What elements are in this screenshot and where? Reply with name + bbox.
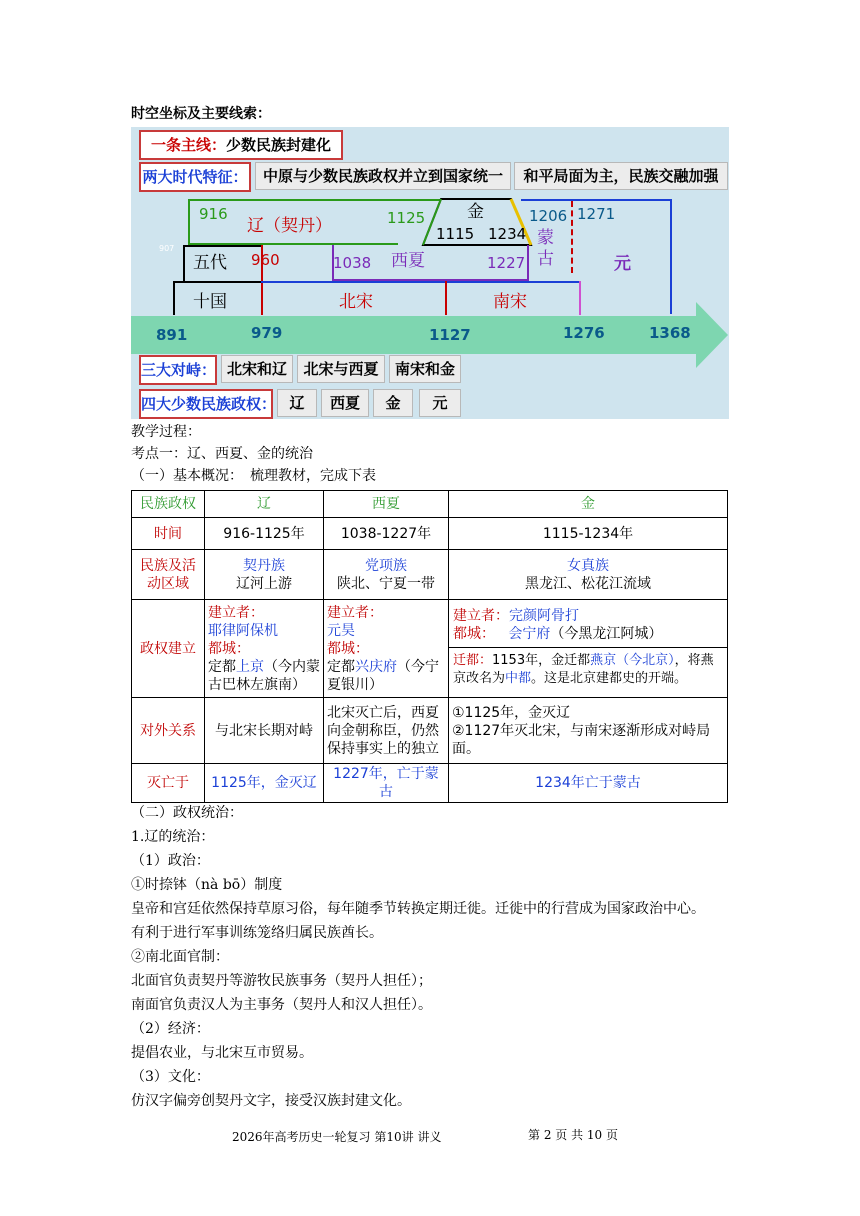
table-cell: 916-1125年 (205, 518, 324, 550)
body-line: 北面官负责契丹等游牧民族事务（契丹人担任）； (131, 973, 432, 989)
confrontation-3: 南宋和金 (389, 355, 461, 383)
year-907: 907 (159, 244, 175, 253)
move-text: ，将燕京改名为 (453, 652, 714, 686)
process-title: 教学过程： (131, 424, 201, 440)
body-line: ①时捺钵（nà bō）制度 (131, 877, 283, 893)
ethnic-area: 辽河上游 (236, 575, 292, 592)
founder-name: 耶律阿保机 (208, 622, 278, 639)
body-line: 有利于进行军事训练笼络归属民族酋长。 (131, 925, 383, 941)
table-cell (449, 698, 728, 764)
capital-label: 都城： (208, 640, 250, 657)
period-yuan: 元 (614, 254, 631, 274)
capital-location: （今内蒙古巴林左旗南） (208, 658, 320, 693)
move-text: 。这是北京建都史的开端。 (531, 670, 688, 686)
section-title: 时空坐标及主要线索： (131, 106, 271, 122)
capital-label: 都城： (453, 625, 495, 642)
jin-capital-move (449, 648, 727, 692)
jin-founding (449, 606, 727, 648)
row-label: 对外关系 (132, 698, 205, 764)
table-cell: 1115-1234年 (449, 518, 728, 550)
body-line: （1）政治： (131, 853, 210, 869)
body-line: 1.辽的统治： (131, 829, 215, 845)
table-cell (324, 550, 449, 600)
founder-name: 完颜阿骨打 (509, 607, 579, 624)
period-shiguo: 十国 (193, 292, 227, 312)
ethnic-area: 陕北、宁夏一带 (337, 575, 435, 592)
regime-4: 元 (419, 389, 461, 417)
era-feature-2: 和平局面为主，民族交融加强 (514, 162, 728, 190)
year-979: 979 (251, 324, 283, 342)
ethnic-name: 女真族 (567, 557, 609, 574)
ethnic-name: 党项族 (365, 557, 407, 574)
capital-location: （今宁夏银川） (327, 658, 439, 693)
capital-label: 都城： (327, 640, 369, 657)
capital-location: （今黑龙江阿城） (550, 625, 663, 642)
body-line: 仿汉字偏旁创契丹文字，接受汉族封建文化。 (131, 1093, 411, 1109)
table-cell: 1234年亡于蒙古 (449, 764, 728, 803)
year-1234: 1234 (488, 225, 527, 243)
regime-table (131, 490, 728, 803)
regime-2: 西夏 (321, 389, 369, 417)
regime-1: 辽 (277, 389, 317, 417)
move-text: 中都 (505, 670, 532, 686)
table-row (132, 600, 728, 698)
capital-name: 会宁府 (508, 625, 551, 642)
confrontations-label: 三大对峙： (139, 355, 217, 385)
period-mongol: 蒙古 (537, 228, 554, 269)
body-line: 提倡农业，与北宋互市贸易。 (131, 1045, 313, 1061)
year-1276: 1276 (563, 324, 605, 342)
body-line: 皇帝和宫廷依然保持草原习俗，每年随季节转换定期迁徙。迁徙中的行营成为国家政治中心。 (131, 901, 705, 917)
body-line: 南面官负责汉人为主事务（契丹人和汉人担任）。 (131, 997, 432, 1013)
subsection-basic: （一）基本概况： 梳理教材，完成下表 (131, 468, 376, 484)
founder-label: 建立者： (453, 607, 509, 624)
ethnic-area: 黑龙江、松花江流域 (525, 575, 651, 592)
era-feature-1: 中原与少数民族政权并立到国家统一 (255, 162, 511, 190)
main-line-value: 少数民族封建化 (226, 136, 332, 154)
period-jin: 金 (467, 202, 484, 222)
table-cell: 1125年，金灭辽 (205, 764, 324, 803)
capital-prefix: 定都 (327, 658, 355, 675)
table-cell (205, 550, 324, 600)
period-xixia: 西夏 (391, 251, 425, 271)
body-line: ②南北面官制： (131, 949, 229, 965)
year-1125: 1125 (387, 209, 426, 227)
period-liao: 辽（契丹） (247, 216, 332, 236)
main-line-label: 一条主线： (150, 136, 226, 154)
year-1368: 1368 (649, 324, 691, 342)
row-label: 民族及活动区域 (132, 550, 205, 600)
table-row (132, 550, 728, 600)
year-1115: 1115 (436, 225, 475, 243)
period-nansong: 南宋 (493, 292, 527, 312)
regimes-label: 四大少数民族政权： (139, 389, 273, 419)
row-label: 政权建立 (132, 600, 205, 698)
timeline-figure (131, 127, 729, 419)
year-1271: 1271 (577, 205, 616, 223)
move-text: 1153年，金迁都 (492, 652, 591, 668)
confrontation-1: 北宋和辽 (221, 355, 293, 383)
period-beisong: 北宋 (339, 292, 373, 312)
period-wudai: 五代 (193, 253, 227, 273)
move-text: 燕京（今北京） (590, 652, 675, 668)
subsection-rule: （二）政权统治： (131, 805, 243, 821)
relation-item: ①1125年，金灭辽 (452, 704, 571, 721)
table-row (132, 518, 728, 550)
body-line: （3）文化： (131, 1069, 210, 1085)
table-cell (449, 600, 728, 698)
table-cell: 1227年，亡于蒙古 (324, 764, 449, 803)
founder-label: 建立者： (208, 604, 264, 621)
table-header-cell: 西夏 (324, 491, 449, 518)
table-row (132, 698, 728, 764)
move-label: 迁都： (453, 652, 493, 668)
year-1227: 1227 (487, 254, 526, 272)
body-line: （2）经济： (131, 1021, 210, 1037)
table-header-row (132, 491, 728, 518)
table-header-cell: 金 (449, 491, 728, 518)
year-960: 960 (251, 251, 280, 269)
year-916: 916 (199, 205, 228, 223)
confrontation-2: 北宋与西夏 (297, 355, 385, 383)
relation-item: ②1127年灭北宋，与南宋逐渐形成对峙局面。 (452, 722, 711, 757)
era-features-label: 两大时代特征： (139, 162, 251, 192)
year-1127: 1127 (429, 326, 471, 344)
capital-name: 上京 (236, 658, 264, 675)
regime-3: 金 (373, 389, 413, 417)
year-891: 891 (156, 326, 188, 344)
main-line-box (139, 130, 343, 160)
footer-title: 2026年高考历史一轮复习 第10讲 讲义 (232, 1130, 442, 1144)
table-row (132, 764, 728, 803)
topic-1: 考点一：辽、西夏、金的统治 (131, 446, 313, 462)
table-cell: 与北宋长期对峙 (205, 698, 324, 764)
capital-prefix: 定都 (208, 658, 236, 675)
year-1206: 1206 (529, 207, 568, 225)
table-cell: 北宋灭亡后，西夏向金朝称臣，仍然保持事实上的独立 (324, 698, 449, 764)
founder-name: 元昊 (327, 622, 355, 639)
year-1038: 1038 (333, 254, 372, 272)
table-cell: 1038-1227年 (324, 518, 449, 550)
ethnic-name: 契丹族 (243, 557, 285, 574)
table-header-cell: 辽 (205, 491, 324, 518)
table-cell (324, 600, 449, 698)
table-cell (205, 600, 324, 698)
row-label: 时间 (132, 518, 205, 550)
founder-label: 建立者： (327, 604, 383, 621)
capital-name: 兴庆府 (355, 658, 397, 675)
row-label: 灭亡于 (132, 764, 205, 803)
table-cell (449, 550, 728, 600)
page-number: 第 2 页 共 10 页 (528, 1128, 618, 1142)
table-header-cell: 民族政权 (132, 491, 205, 518)
